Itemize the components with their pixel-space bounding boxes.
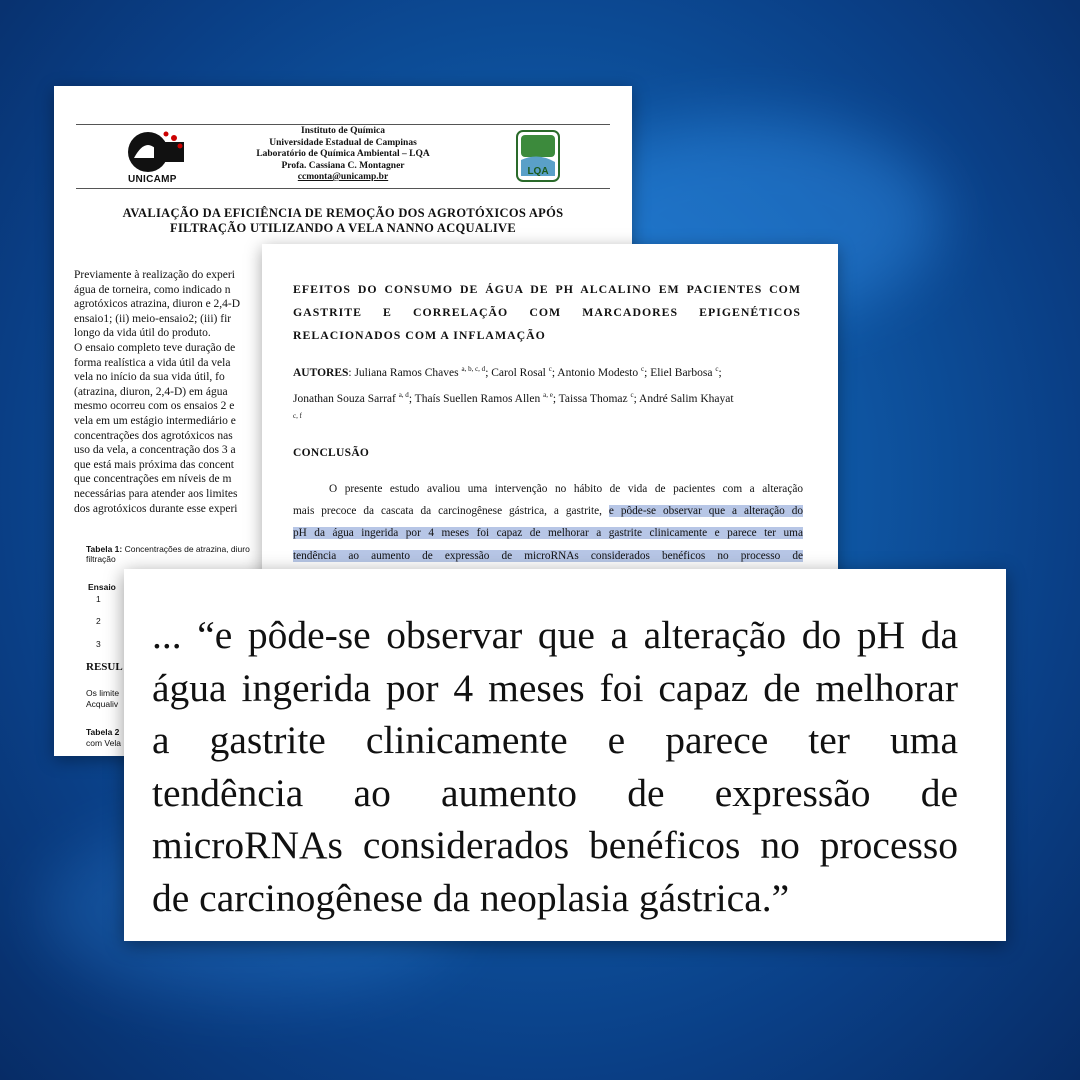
body-line: que concentrações em níveis de m <box>74 473 232 486</box>
author-name: ; Eliel Barbosa <box>644 367 716 379</box>
paragraph-line <box>293 500 803 522</box>
quote-line: de carcinogênese da neoplasia gástrica.” <box>152 875 790 920</box>
title-line: GASTRITE E CORRELAÇÃO COM MARCADORES EPIGENÉTICOS <box>293 305 801 319</box>
unicamp-logo-text: UNICAMP <box>128 174 177 185</box>
quote-line: água ingerida por 4 meses foi capaz de melhorar <box>152 665 958 710</box>
document-back-title <box>84 206 602 236</box>
author-affiliation: a, d <box>398 391 409 399</box>
institution-line: Laboratório de Química Ambiental – LQA <box>256 149 430 159</box>
body-line: vela em um estágio intermediário e <box>74 414 236 427</box>
body-line: vela no início da sua vida útil, fo <box>74 371 225 384</box>
section-heading: CONCLUSÃO <box>293 447 370 459</box>
body-line: necessárias para atender aos limites <box>74 487 238 500</box>
header-rule-top <box>76 124 610 125</box>
body-line: uso da vela, a concentração dos 3 a <box>74 444 236 457</box>
body-line: longo da vida útil do produto. <box>74 327 211 340</box>
document-front <box>262 244 838 584</box>
body-line: que está mais próxima das concent <box>74 458 234 471</box>
conclusion-paragraph <box>293 478 803 567</box>
results-line: Acqualiv <box>86 699 119 709</box>
results-line: Os limite <box>86 688 120 698</box>
table1-label: Tabela 1: <box>86 544 123 554</box>
author-affiliation: a, b, c, d <box>461 365 486 373</box>
table-row-number: 3 <box>96 639 101 649</box>
author-name: ; Carol Rosal <box>485 367 549 379</box>
author-name: Jonathan Souza Sarraf <box>293 393 399 405</box>
paragraph-line: O presente estudo avaliou uma intervenção no hábito de vida de pacientes com a alteração <box>329 483 803 495</box>
table-row-number: 1 <box>96 594 101 604</box>
table1-caption <box>86 544 250 564</box>
institution-line: Universidade Estadual de Campinas <box>269 137 417 148</box>
author-affiliation: c, f <box>293 412 302 420</box>
quote-box <box>124 569 1006 941</box>
author-name: : Juliana Ramos Chaves <box>348 367 462 379</box>
table2-caption: com Vela <box>86 738 121 748</box>
authors-label: AUTORES <box>293 367 349 379</box>
lqa-logo-text: LQA <box>527 166 549 177</box>
author-separator: ; <box>718 367 722 379</box>
author-affiliation: c <box>715 365 719 373</box>
title-line: RELACIONADOS COM A INFLAMAÇÃO <box>293 328 546 342</box>
author-name: ; Taissa Thomaz <box>552 393 631 405</box>
title-line: EFEITOS DO CONSUMO DE ÁGUA DE PH ALCALINO EM PACIENTES COM <box>293 282 801 296</box>
author-affiliation: c <box>548 365 552 373</box>
authors-block <box>293 358 803 421</box>
lqa-logo-icon <box>516 130 560 182</box>
body-line: dos agrotóxicos durante esse experi <box>74 502 238 515</box>
highlighted-text: e pôde-se observar que a alteração do <box>608 505 803 518</box>
paragraph-line <box>293 545 803 567</box>
quote-line: microRNAs considerados benéficos no processo <box>152 823 958 867</box>
paragraph-line <box>293 522 803 544</box>
author-affiliation: c <box>641 365 645 373</box>
table2-label: Tabela 2 <box>86 727 120 737</box>
body-line: Previamente à realização do experi <box>74 269 235 281</box>
body-line: agrotóxicos atrazina, diuron e 2,4-D <box>74 298 241 311</box>
table-column-header: Ensaio <box>88 582 116 592</box>
title-line: AVALIAÇÃO DA EFICIÊNCIA DE REMOÇÃO DOS AGROTÓXICOS APÓS <box>122 206 564 220</box>
body-line: concentrações dos agrotóxicos nas <box>74 429 233 442</box>
quote-text <box>152 609 958 924</box>
title-line: FILTRAÇÃO UTILIZANDO A VELA NANNO ACQUALIVE <box>170 221 516 235</box>
body-line: forma realística a vida útil da vela <box>74 356 231 369</box>
highlighted-text: pH da água ingerida por 4 meses foi capaz de melhorar a gastrite clinicamente e parece ter uma <box>293 527 803 540</box>
institution-line: Profa. Cassiana C. Montagner <box>281 160 405 171</box>
institution-email: ccmonta@unicamp.br <box>297 172 389 182</box>
body-line: (atrazina, diuron, 2,4-D) em água <box>74 385 228 398</box>
body-line: mesmo ocorreu com os ensaios 2 e <box>74 400 235 413</box>
quote-line: ... “e pôde-se observar que a alteração do pH da <box>152 613 958 657</box>
body-line: O ensaio completo teve duração de <box>74 341 236 354</box>
author-affiliation: c <box>630 391 634 399</box>
body-line: ensaio1; (ii) meio-ensaio2; (iii) fir <box>74 312 232 325</box>
author-name: ; Thaís Suellen Ramos Allen <box>408 393 544 405</box>
results-heading: RESUL <box>86 661 123 673</box>
table1-caption-text: Concentrações de atrazina, diuro <box>122 544 250 554</box>
document-front-title <box>293 278 801 347</box>
body-line: água de torneira, como indicado n <box>74 283 231 296</box>
highlighted-text: tendência ao aumento de expressão de microRNAs considerados benéficos no processo de <box>293 549 803 562</box>
author-affiliation: a, e <box>543 391 553 399</box>
quote-line: tendência ao aumento de expressão de <box>152 770 958 815</box>
institution-line: Instituto de Química <box>301 126 385 136</box>
author-name: ; Antonio Modesto <box>551 367 642 379</box>
table-row-number: 2 <box>96 616 101 626</box>
table1-caption-text: filtração <box>86 554 116 564</box>
header-rule-bottom <box>76 188 610 189</box>
author-name: ; André Salim Khayat <box>633 393 734 405</box>
quote-line: a gastrite clinicamente e parece ter uma <box>152 718 958 762</box>
paragraph-text: mais precoce da cascata da carcinogênese gástrica, a gastrite, <box>293 505 609 518</box>
